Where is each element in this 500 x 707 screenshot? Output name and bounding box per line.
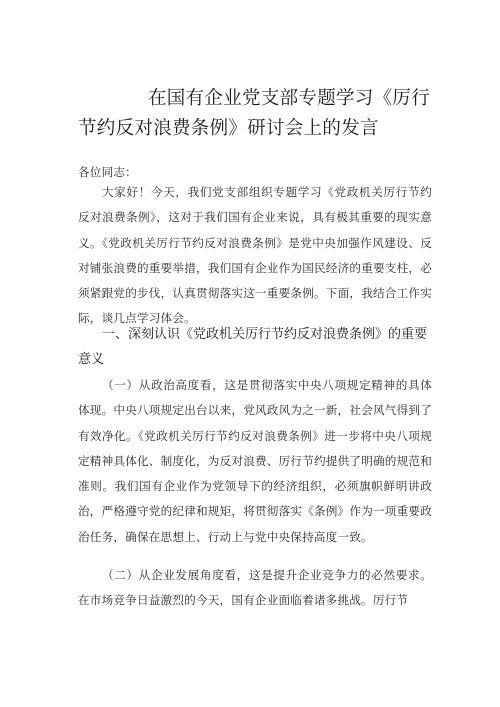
section-heading-1: 一、深刻认识《党政机关厉行节约反对浪费条例》的重要意义 xyxy=(78,327,428,368)
greeting: 各位同志： xyxy=(78,165,137,179)
document-title: 在国有企业党支部专题学习《厉行节约反对浪费条例》研讨会上的发言 xyxy=(78,88,431,139)
paragraph-political: （一）从政治高度看，这是贯彻落实中央八项规定精神的具体体现。中央八项规定出台以来，党风政风为之一新，社会风气得到了有效净化。《党政机关厉行节约反对浪费条例》进一步将中央八项规定精神具体化、制度化，为反对浪费、厉行节约提供了明确的规范和准则。我们国有企业作为党领导下的经济组织，必须旗帜鲜明讲政治，严格遵守党的纪律和规矩，将贯彻落实《条例》作为一项重要政治任务，确保在思想上、行动上与党中央保持高度一致。 xyxy=(78,378,432,544)
paragraph-intro: 大家好！今天，我们党支部组织专题学习《党政机关厉行节约反对浪费条例》，这对于我们国有企业来说，具有极其重要的现实意义。《党政机关厉行节约反对浪费条例》是党中央加强作风建设、反对铺张浪费的重要举措，我们国有企业作为国民经济的重要支柱，必须紧跟党的步伐，认真贯彻落实这一重要条例。下面，我结合工作实际，谈几点学习体会。 xyxy=(78,185,432,326)
paragraph-enterprise: （二）从企业发展角度看，这是提升企业竞争力的必然要求。在市场竞争日益激烈的今天，国有企业面临着诸多挑战。厉行节 xyxy=(78,568,432,608)
